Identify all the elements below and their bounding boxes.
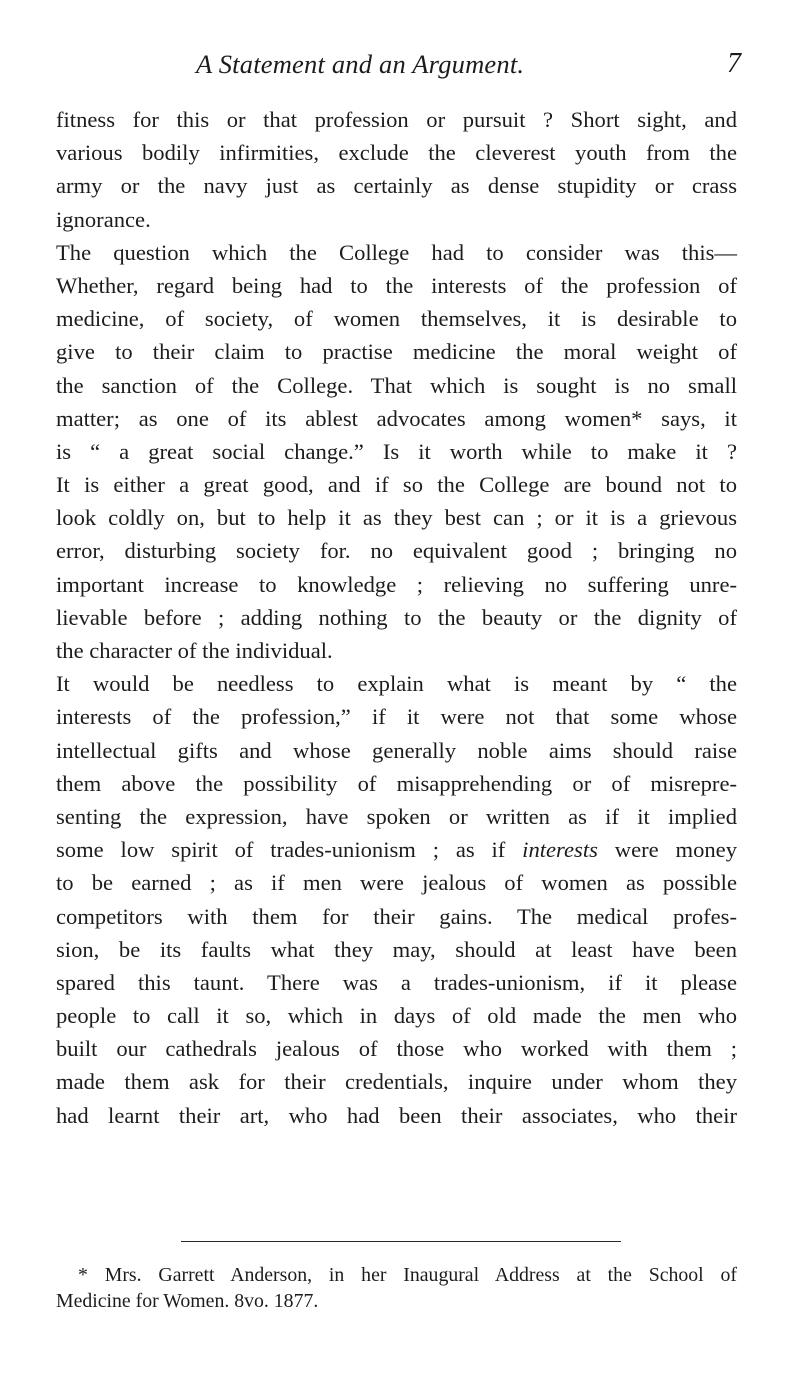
text-line: made them ask for their credentials, inquire under whom they	[56, 1069, 737, 1095]
text-line: It would be needless to explain what is meant by “ the	[56, 671, 737, 697]
text-line: matter; as one of its ablest advocates among women* says, it	[56, 405, 737, 431]
text-line: medicine, of society, of women themselves, it is desirable to	[56, 306, 737, 332]
text-line: interests of the profession,” if it were not that some whose	[56, 704, 737, 730]
text-line: fitness for this or that profession or pursuit ? Short sight, and	[56, 107, 737, 132]
text-line: spared this taunt. There was a trades-unionism, if it please	[56, 969, 737, 995]
running-title: A Statement and an Argument.	[196, 49, 525, 79]
text-line: to be earned ; as if men were jealous of women as possible	[56, 870, 737, 896]
text-line: look coldly on, but to help it as they best can ; or it is a grievous	[56, 505, 737, 531]
page-number: 7	[727, 48, 741, 79]
text-line: It is either a great good, and if so the College are bound not to	[56, 472, 737, 498]
text-line: Whether, regard being had to the interests of the profession of	[56, 272, 737, 298]
text-line: error, disturbing society for. no equivalent good ; bringing no	[56, 538, 737, 564]
body-text	[56, 103, 737, 1132]
text-line: them above the possibility of misapprehending or of misrepre-	[56, 770, 737, 796]
text-line: intellectual gifts and whose generally noble aims should raise	[56, 737, 737, 763]
text-line: army or the navy just as certainly as dense stupidity or crass	[56, 173, 737, 199]
emphasis-interests: interests	[522, 837, 598, 863]
text-line: senting the expression, have spoken or written as if it implied	[56, 803, 737, 829]
text-line: ignorance.	[56, 206, 151, 232]
text-line: is “ a great social change.” Is it worth while to make it ?	[56, 438, 737, 464]
text-line: the character of the individual.	[56, 638, 333, 663]
text-line: various bodily infirmities, exclude the cleverest youth from the	[56, 140, 737, 166]
footnote-line: Medicine for Women. 8vo. 1877.	[56, 1290, 319, 1312]
footnote-divider	[181, 1241, 621, 1242]
text-line: give to their claim to practise medicine the moral weight of	[56, 339, 737, 365]
text-line: built our cathedrals jealous of those who worked with them ;	[56, 1036, 737, 1062]
footnote	[56, 1262, 737, 1314]
footnote-line: * Mrs. Garrett Anderson, in her Inaugural Address at the School of	[78, 1264, 737, 1286]
text-line: sion, be its faults what they may, should at least have been	[56, 936, 737, 962]
text-line: competitors with them for their gains. The medical profes-	[56, 903, 737, 929]
text-line: people to call it so, which in days of old made the men who	[56, 1003, 737, 1029]
text-line: had learnt their art, who had been their associates, who their	[56, 1102, 737, 1128]
text-line: The question which the College had to consider was this—	[56, 239, 737, 265]
text-line: important increase to knowledge ; relieving no suffering unre-	[56, 571, 737, 597]
text-line: the sanction of the College. That which is sought is no small	[56, 372, 737, 398]
text-line: lievable before ; adding nothing to the beauty or the dignity of	[56, 604, 737, 630]
running-header	[196, 44, 741, 84]
text-line: some low spirit of trades-unionism ; as if interests were money	[56, 837, 738, 863]
